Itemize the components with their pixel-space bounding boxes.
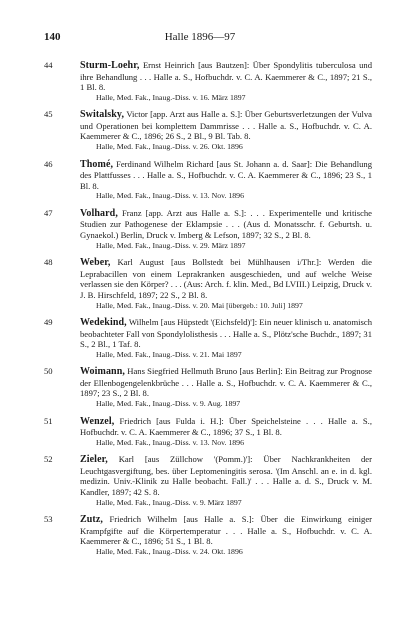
entry-note: Halle, Med. Fak., Inaug.-Diss. v. 20. Mai [übergeb.: 10. Juli] 1897 [96,300,303,310]
entry-note: Halle, Med. Fak., Inaug.-Diss. v. 24. Okt. 1896 [96,546,243,556]
entry-text: Ferdinand Wilhelm Richard [aus St. Johann a. d. Saar]: Die Behandlung des Plattfusses . . . Halle a. S., Hofbuchdr. v. C. A. Kaemmerer & C., 1896; 23 S., 1 Bl. 8. [80,158,372,191]
entry-note: Halle, Med. Fak., Inaug.-Diss. v. 9. Aug. 1897 [96,399,241,409]
page-header [44,31,356,45]
bibliography-entry [44,514,372,557]
entry-text: Ernst Heinrich [aus Bautzen]: Über Spondylitis tuberculosa und ihre Behandlung . . . Halle a. S., Hofbuchdr. v. C. A. Kaemmerer & C., 1897; 21 S., 1 Bl. 8. [80,60,373,93]
entry-text: Karl [aus Züllchow '(Pomm.)']: Über Nachkrankheiten der Leuchtgasvergiftung, bes. über Leptomeningitis serosa. '(Im Anschl. an e. in d. kgl. medizin. Univ.-Klinik zu Halle beobacht. Fall.)' . . . Halle a. d. S., Druck v. M. Kandler, 1897; 42 S. 8. [80,454,372,498]
bibliography-entry [44,159,372,202]
running-title: Halle 1896—97 [164,31,236,43]
bibliography-entry [44,366,372,409]
entry-text: Friedrich [aus Fulda i. H.]: Über Speichelsteine . . . Halle a. S., Hofbuchdr. v. C. A. Kaemmerer & C., 1896; 37 S., 1 Bl. 8. [80,415,372,438]
bibliography-entry [44,416,372,448]
bibliography-entry [44,60,372,103]
entry-number: 46 [44,158,53,169]
entry-note: Halle, Med. Fak., Inaug.-Diss. v. 26. Okt. 1896 [96,142,243,152]
entry-number: 51 [44,415,53,426]
bibliography-entry [44,317,372,360]
entry-list [44,60,372,563]
entry-number: 48 [44,257,53,268]
author-surname: Sturm-Loehr, [80,60,140,71]
bibliography-entry [44,208,372,251]
entry-number: 49 [44,317,53,327]
author-surname: Zutz, [80,514,103,526]
entry-note: Halle, Med. Fak., Inaug.-Diss. v. 9. März 1897 [96,497,242,507]
entry-number: 45 [44,109,53,120]
author-surname: Woimann, [80,366,125,378]
entry-number: 53 [44,514,53,525]
author-surname: Thomé, [80,158,114,170]
author-surname: Volhard, [80,207,118,219]
entry-note: Halle, Med. Fak., Inaug.-Diss. v. 21. Mai 1897 [96,349,242,359]
bibliography-entry [44,109,372,152]
entry-number: 44 [44,60,53,70]
entry-number: 52 [44,454,53,465]
bibliography-entry [44,454,372,507]
bibliography-entry [44,257,372,310]
entry-note: Halle, Med. Fak., Inaug.-Diss. v. 13. Nov. 1896 [96,191,244,201]
entry-text: Wilhelm [aus Hüpstedt '(Eichsfeld)']: Ein neuer klinisch u. anatomisch beobachteter Fall von Spondylolisthesis . . . Halle a. S., Plötz'sche Buchdr., 1897; 31 S., 2 Bl., 1 Taf. 8. [80,317,372,350]
page-number: 140 [44,31,61,43]
entry-text: Friedrich Wilhelm [aus Halle a. S.]: Über die Einwirkung einiger Krampfgifte auf die Körpertemperatur . . . Halle a. S., Hofbuchdr. v. C. A. Kaemmerer & C., 1896; 51 S., 1 Bl. 8. [80,514,372,547]
entry-number: 47 [44,207,53,218]
author-surname: Wedekind, [80,317,127,328]
author-surname: Zieler, [80,454,108,466]
author-surname: Wenzel, [80,415,115,427]
entry-text: Karl August [aus Bollstedt bei Mühlhausen i/Thr.]: Werden die Leprabacillen von einem Leprakranken ausgeschieden, und auf welche Weise verlassen sie den Körper? . . . (Aus: Arch. f. klin. Med., Bd LVIII.) Leipzig, Druck v. J. B. Hirschfeld, 1897; 22 S., 2 Bl. 8. [80,257,372,300]
author-surname: Switalsky, [80,109,125,121]
entry-text: Victor [app. Arzt aus Halle a. S.]: Über Geburtsverletzungen der Vulva und Operationen bei komplettem Dammrisse . . . Halle a. S., Hofbuchdr. v. C. A. Kaemmerer & C., 1896; 26 S., 2 Bl., 9 Bl. Tab. 8. [80,109,372,142]
entry-note: Halle, Med. Fak., Inaug.-Diss. v. 13. Nov. 1896 [96,437,244,447]
entry-text: Hans Siegfried Hellmuth Bruno [aus Berlin]: Ein Beitrag zur Prognose der Ellenbogengelenkbrüche . . . Halle a. S., Hofbuchdr. v. C. A. Kaemmerer & C., 1897; 23 S., 2 Bl. 8. [80,366,372,399]
entry-number: 50 [44,366,53,377]
entry-note: Halle, Med. Fak., Inaug.-Diss. v. 29. März 1897 [96,240,246,250]
entry-text: Franz [app. Arzt aus Halle a. S.]: . . . Experimentelle und kritische Studien zur Pathogenese der Eklampsie . . . (Aus d. Monatsschr. f. Geburtsh. u. Gynaekol.) Berlin, Druck v. Imberg & Lefson, 1897; 32 S., 2 Bl. 8. [80,207,372,241]
entry-note: Halle, Med. Fak., Inaug.-Diss. v. 16. März 1897 [96,92,246,102]
author-surname: Weber, [80,257,111,269]
